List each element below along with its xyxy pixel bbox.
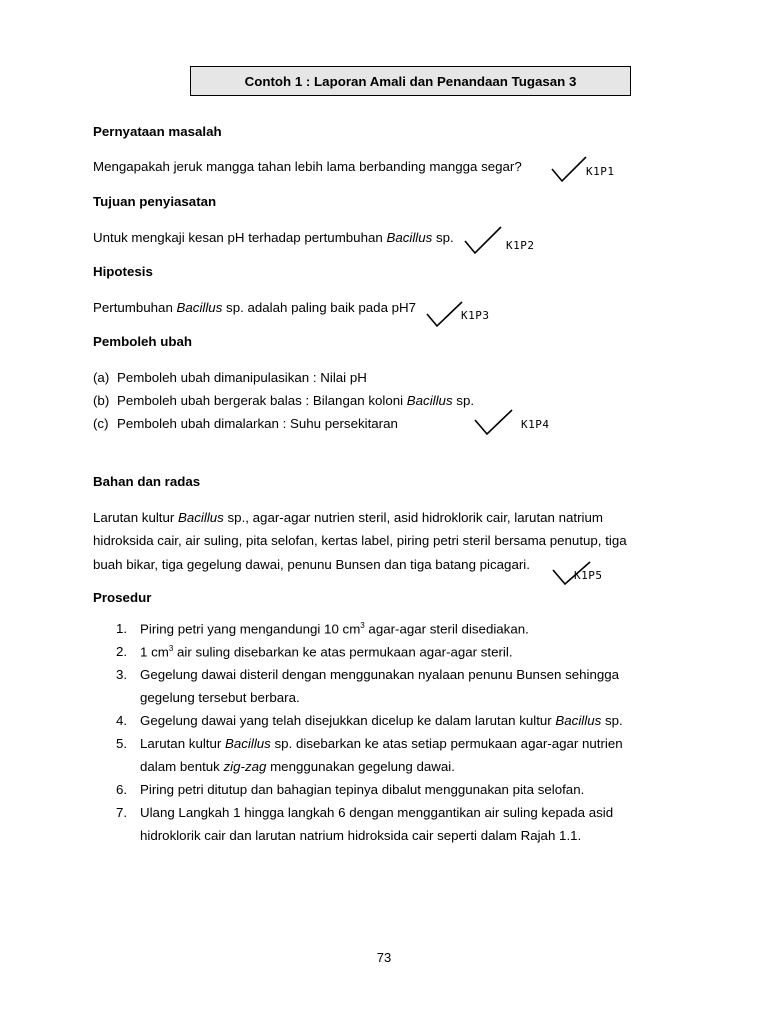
report-title: Contoh 1 : Laporan Amali dan Penandaan Tugasan 3	[190, 66, 631, 96]
heading-pemboleh-ubah: Pemboleh ubah	[93, 334, 192, 349]
procedure-step-1: 1. Piring petri yang mengandungi 10 $cm^3$ agar-agar steril disediakan.	[116, 621, 529, 637]
hipotesis-text: Pertumbuhan Bacillus sp. adalah paling baik pada pH7	[93, 300, 417, 315]
pemboleh-c: (c) Pemboleh ubah dimalarkan : Suhu persekitaran	[93, 416, 398, 431]
tujuan-text: Untuk mengkaji kesan pH terhadap pertumbuhan Bacillus sp.	[93, 230, 454, 245]
procedure-step-7-cont: hidroklorik cair dan larutan natrium hidroksida cair seperti dalam Rajah 1.1.	[140, 828, 582, 843]
mark-k1p3: K1P3	[461, 309, 490, 322]
mark-k1p5: K1P5	[574, 569, 603, 582]
bahan-line-2: hidroksida cair, air suling, pita selofan, kertas label, piring petri steril bersama penutup, tiga	[93, 533, 627, 548]
pemboleh-a: (a) Pemboleh ubah dimanipulasikan : Nilai pH	[93, 370, 367, 385]
mark-k1p4: K1P4	[521, 418, 550, 431]
procedure-step-4: 4. Gegelung dawai yang telah disejukkan dicelup ke dalam larutan kultur Bacillus sp.	[116, 713, 623, 728]
procedure-step-7: 7. Ulang Langkah 1 hingga langkah 6 dengan menggantikan air suling kepada asid	[116, 805, 614, 820]
procedure-step-3: 3. Gegelung dawai disteril dengan menggunakan nyalaan penunu Bunsen sehingga	[116, 667, 620, 682]
procedure-step-6: 6. Piring petri ditutup dan bahagian tepinya dibalut menggunakan pita selofan.	[116, 782, 585, 797]
check-mark-icon	[475, 408, 515, 438]
bahan-line-1: Larutan kultur Bacillus sp., agar-agar nutrien steril, asid hidroklorik cair, larutan natrium	[93, 510, 603, 525]
page-number: 73	[376, 950, 392, 965]
heading-prosedur: Prosedur	[93, 590, 152, 605]
check-mark-icon	[465, 225, 505, 257]
pemboleh-b: (b) Pemboleh ubah bergerak balas : Bilangan koloni Bacillus sp.	[93, 393, 475, 408]
procedure-step-5-cont: dalam bentuk zig-zag menggunakan gegelung dawai.	[140, 759, 455, 774]
heading-hipotesis: Hipotesis	[93, 264, 153, 279]
procedure-step-5: 5. Larutan kultur Bacillus sp. disebarkan ke atas setiap permukaan agar-agar nutrien	[116, 736, 623, 751]
heading-bahan: Bahan dan radas	[93, 474, 201, 489]
mark-k1p1: K1P1	[586, 165, 615, 178]
procedure-step-2: 2. 1 $cm^3$ air suling disebarkan ke atas permukaan agar-agar steril.	[116, 644, 513, 660]
mark-k1p2: K1P2	[506, 239, 535, 252]
procedure-step-3-cont: gegelung tersebut berbara.	[140, 690, 300, 705]
bahan-line-3: buah bikar, tiga gegelung dawai, penunu Bunsen dan tiga batang picagari.	[93, 557, 530, 572]
heading-tujuan: Tujuan penyiasatan	[93, 194, 217, 209]
pernyataan-text: Mengapakah jeruk mangga tahan lebih lama berbanding mangga segar?	[93, 159, 522, 174]
heading-pernyataan: Pernyataan masalah	[93, 124, 222, 139]
